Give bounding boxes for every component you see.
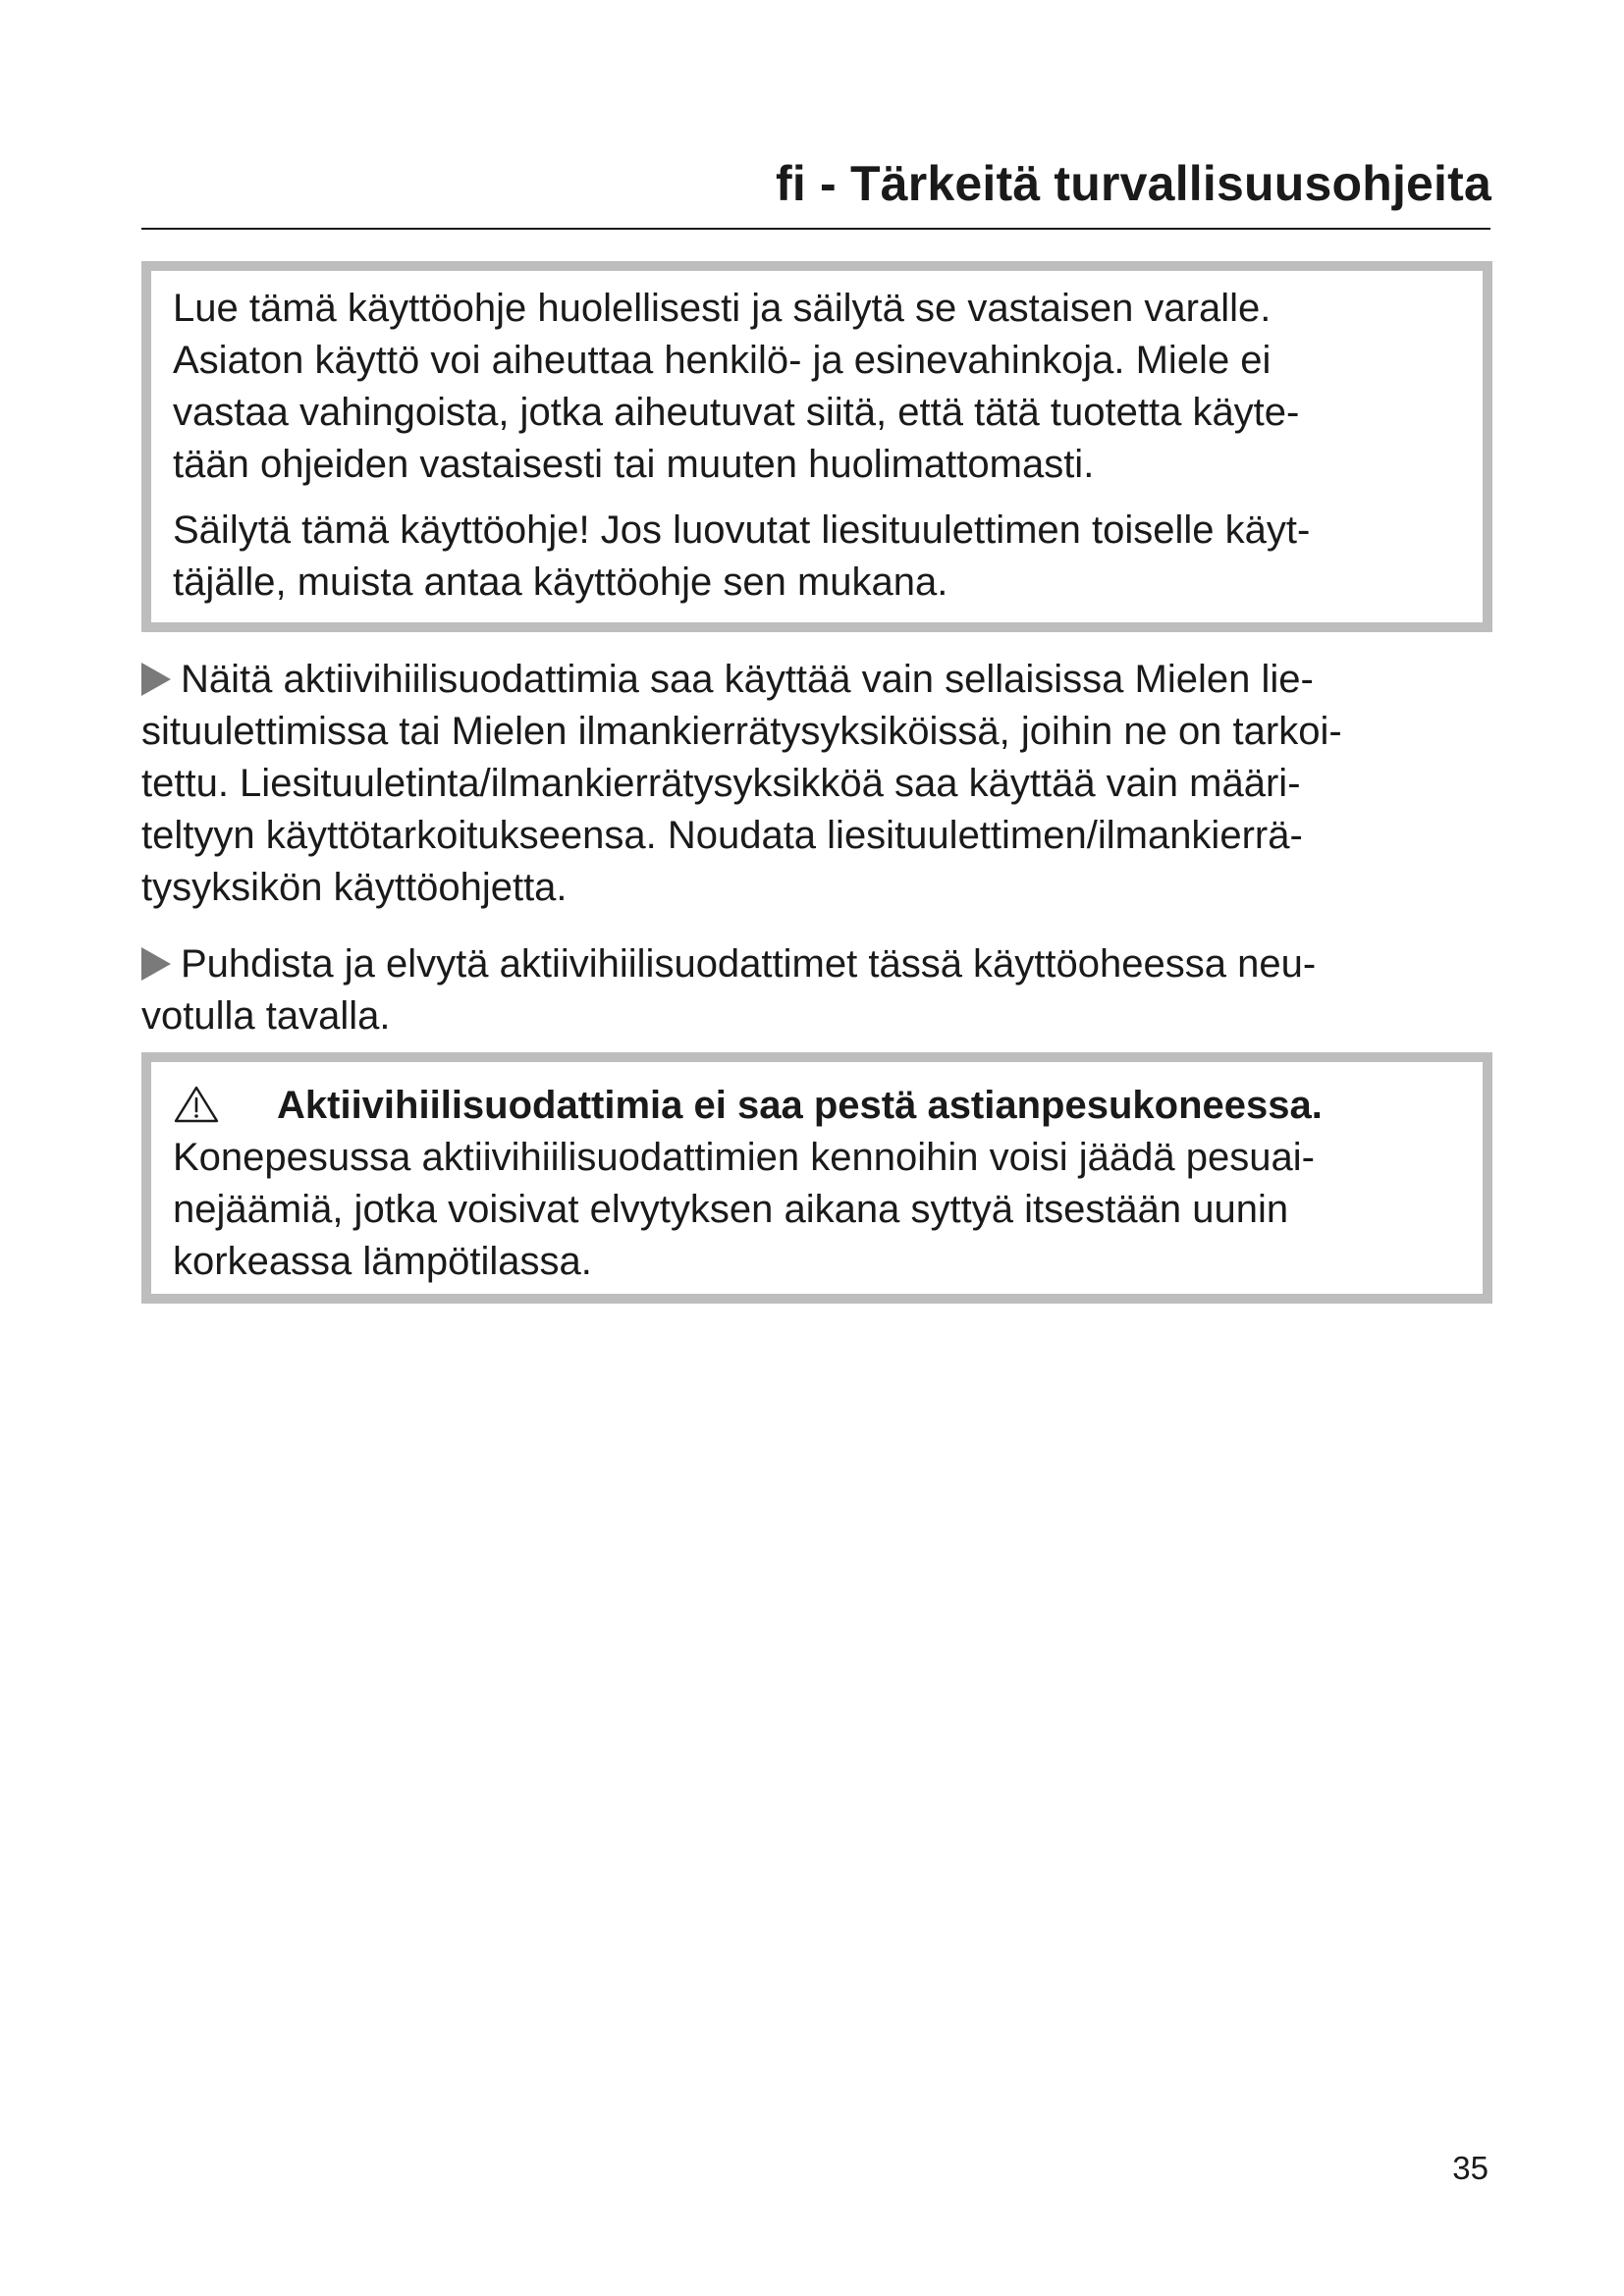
text-line: tettu. Liesituuletinta/ilmankierrätysyksikköä saa käyttää vain määri- [141,762,1301,805]
text-line: korkeassa lämpötilassa. [173,1240,592,1283]
bullet-item-1 [141,654,1342,914]
text-line: Näitä aktiivihiilisuodattimia saa käyttää vain sellaisissa Mielen lie- [181,658,1314,701]
text-line: tään ohjeiden vastaisesti tai muuten huolimattomasti. [173,443,1095,486]
text-line: Konepesussa aktiivihiilisuodattimien kennoihin voisi jäädä pesuai- [173,1136,1315,1179]
text-line: nejäämiä, jotka voisivat elvytyksen aikana syttyä itsestään uunin [173,1188,1289,1231]
bullet-item-2 [141,938,1316,1042]
intro-notice-box [141,261,1492,632]
warning-box [141,1052,1492,1304]
bullet-arrow-icon [141,947,171,981]
text-line: täjälle, muista antaa käyttöohje sen mukana. [173,561,948,604]
text-line: votulla tavalla. [141,994,391,1038]
bullet-first-line [141,938,1316,990]
intro-paragraph-1 [173,283,1461,491]
header-divider [141,228,1490,230]
text-line: Lue tämä käyttöohje huolellisesti ja säilytä se vastaisen varalle. [173,287,1272,330]
text-line: tysyksikön käyttöohjetta. [141,866,568,909]
text-line: Säilytä tämä käyttöohje! Jos luovutat liesituulettimen toiselle käyt- [173,508,1311,552]
text-line: situulettimissa tai Mielen ilmankierrätysyksiköissä, joihin ne on tarkoi- [141,710,1342,753]
text-line: vastaa vahingoista, jotka aiheutuvat siitä, että tätä tuotetta käyte- [173,391,1300,434]
bullet-first-line [141,654,1342,706]
text-line: Puhdista ja elvytä aktiivihiilisuodattimet tässä käyttöoheessa neu- [181,942,1317,986]
page-title: fi - Tärkeitä turvallisuusohjeita [775,156,1491,211]
warning-heading-line [173,1080,1461,1132]
warning-heading: Aktiivihiilisuodattimia ei saa pestä astianpesukoneessa. [277,1084,1323,1127]
text-line: Asiaton käyttö voi aiheuttaa henkilö- ja esinevahinkoja. Miele ei [173,339,1272,382]
warning-content [173,1080,1461,1288]
bullet-arrow-icon [141,663,171,696]
page-number: 35 [1452,2150,1489,2186]
text-line: teltyyn käyttötarkoitukseensa. Noudata liesituulettimen/ilmankierrä- [141,814,1303,857]
intro-paragraph-2 [173,505,1461,609]
warning-triangle-icon [173,1085,220,1124]
